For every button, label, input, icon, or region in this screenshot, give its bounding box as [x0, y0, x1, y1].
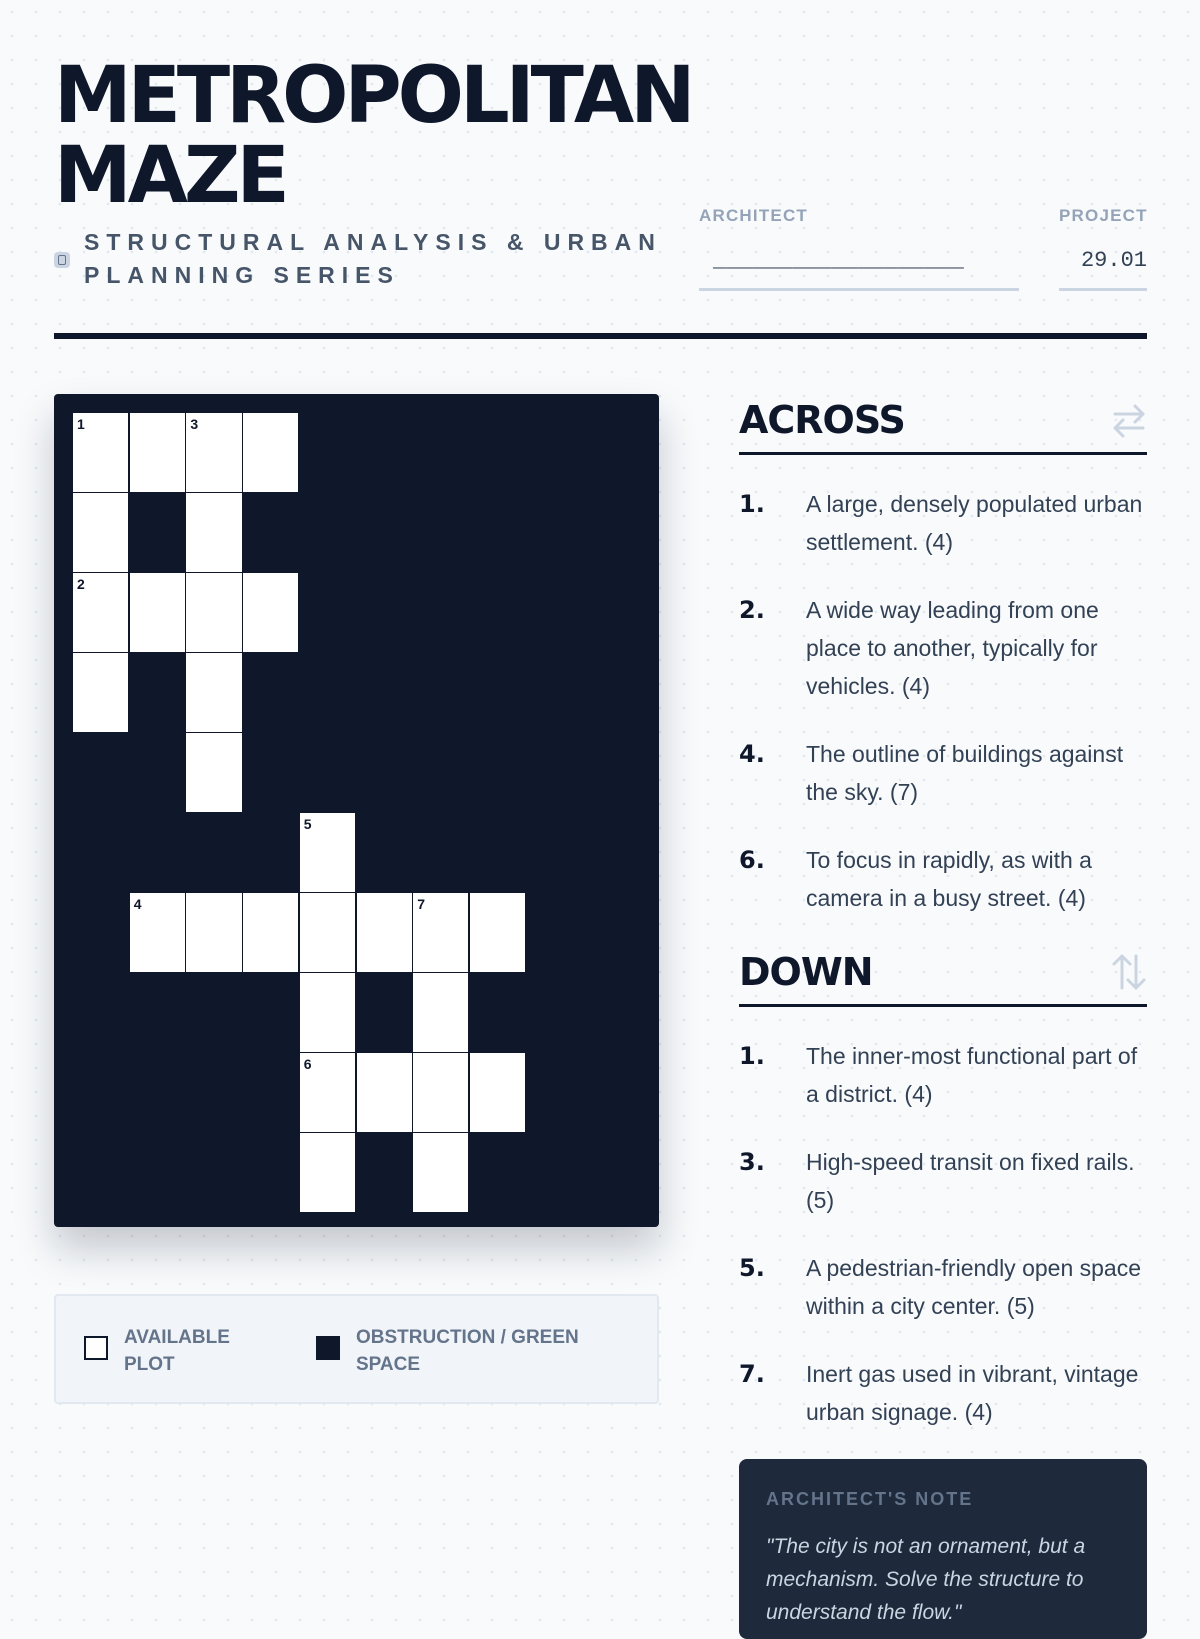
architect-field[interactable] [699, 206, 1019, 291]
clue-number: 1. [739, 490, 765, 518]
project-field [1059, 206, 1147, 291]
across-header [739, 396, 1147, 455]
down-clue[interactable] [739, 1143, 1147, 1219]
grid-cell[interactable] [470, 1053, 525, 1132]
clue-number: 6. [739, 846, 765, 874]
grid-cell[interactable] [186, 733, 241, 812]
clue-text: A wide way leading from one place to another, typically for vehicles. (4) [806, 597, 1099, 699]
grid-cell[interactable] [300, 1053, 355, 1132]
page-subtitle: STRUCTURAL ANALYSIS & URBAN PLANNING SERIES [84, 229, 662, 288]
across-clue-list [739, 485, 1147, 917]
clue-number: 5. [739, 1254, 765, 1282]
grid-cell[interactable] [73, 653, 128, 732]
across-clue[interactable] [739, 485, 1147, 561]
grid-cell[interactable] [186, 413, 241, 492]
clue-text: Inert gas used in vibrant, vintage urban signage. (4) [806, 1361, 1139, 1425]
clue-number: 7. [739, 1360, 765, 1388]
note-label: ARCHITECT'S NOTE [766, 1489, 974, 1509]
white-square-icon [84, 1336, 108, 1360]
swap-horizontal-icon [1111, 400, 1147, 440]
grid-cell[interactable] [413, 1133, 468, 1212]
across-title: ACROSS [739, 398, 905, 442]
grid-cell[interactable] [300, 973, 355, 1052]
architects-note [739, 1459, 1147, 1639]
grid-cell[interactable] [243, 893, 298, 972]
clue-text: High-speed transit on fixed rails. (5) [806, 1149, 1135, 1213]
swap-vertical-icon [1111, 952, 1147, 992]
grid-cell[interactable] [300, 813, 355, 892]
cell-number: 6 [303, 1056, 312, 1072]
across-clues [739, 396, 1147, 917]
clue-number: 4. [739, 740, 765, 768]
grid-cell[interactable] [130, 413, 185, 492]
clue-text: The inner-most functional part of a district. (4) [806, 1043, 1138, 1107]
puzzle-page [54, 0, 1148, 1624]
project-value: 29.01 [1059, 248, 1147, 291]
cell-number: 5 [303, 816, 312, 832]
cell-number: 3 [190, 416, 199, 432]
black-square-icon [316, 1336, 340, 1360]
grid-cell[interactable] [357, 893, 412, 972]
architect-label: ARCHITECT [699, 206, 809, 225]
across-clue[interactable] [739, 591, 1147, 705]
grid-cell[interactable] [73, 573, 128, 652]
clue-number: 2. [739, 596, 765, 624]
cell-number: 1 [77, 416, 85, 432]
grid-cell[interactable] [413, 973, 468, 1052]
grid-cell[interactable] [186, 573, 241, 652]
cell-number: 7 [417, 896, 425, 912]
clue-text: The outline of buildings against the sky. (7) [806, 741, 1124, 805]
grid-cell[interactable] [470, 893, 525, 972]
grid-cell[interactable] [300, 893, 355, 972]
clue-text: A pedestrian-friendly open space within a city center. (5) [806, 1255, 1141, 1319]
across-clue[interactable] [739, 841, 1147, 917]
grid-cell[interactable] [186, 653, 241, 732]
down-title: DOWN [739, 950, 873, 994]
down-clue-list [739, 1037, 1147, 1431]
grid-cell[interactable] [413, 1053, 468, 1132]
grid-cell[interactable] [130, 893, 185, 972]
cell-number: 2 [77, 576, 85, 592]
grid-cell[interactable] [357, 1053, 412, 1132]
page-title: METROPOLITAN MAZE [54, 51, 692, 221]
grid-cell[interactable] [186, 893, 241, 972]
crossword-grid [54, 394, 659, 1227]
down-header [739, 948, 1147, 1007]
building-icon [54, 252, 70, 268]
clue-text: A large, densely populated urban settlement. (4) [806, 491, 1143, 555]
note-quote: "The city is not an ornament, but a mechanism. Solve the structure to understand the flow." [766, 1535, 1086, 1624]
down-clue[interactable] [739, 1249, 1147, 1325]
grid-cell[interactable] [413, 893, 468, 972]
grid-cell[interactable] [243, 413, 298, 492]
legend-obstruction-label: OBSTRUCTION / GREEN SPACE [356, 1327, 579, 1375]
down-clue[interactable] [739, 1037, 1147, 1113]
down-clue[interactable] [739, 1355, 1147, 1431]
clue-text: To focus in rapidly, as with a camera in a busy street. (4) [806, 847, 1092, 911]
grid-cell[interactable] [243, 573, 298, 652]
cell-number: 4 [133, 896, 142, 912]
grid-cell[interactable] [300, 1133, 355, 1212]
clue-number: 1. [739, 1042, 765, 1070]
project-label: PROJECT [1059, 206, 1148, 225]
legend-available-label: AVAILABLE PLOT [124, 1327, 230, 1375]
subtitle-row [54, 226, 674, 292]
grid-cell[interactable] [73, 493, 128, 572]
grid-cell[interactable] [186, 493, 241, 572]
legend-obstruction [316, 1324, 616, 1378]
across-clue[interactable] [739, 735, 1147, 811]
down-clues [739, 948, 1147, 1431]
grid-cell[interactable] [73, 413, 128, 492]
grid-cell[interactable] [130, 573, 185, 652]
legend-available-plot [84, 1324, 254, 1378]
clue-number: 3. [739, 1148, 765, 1176]
architect-value[interactable]: ___________________ [699, 248, 1019, 291]
header-divider [54, 333, 1147, 339]
grid-legend [54, 1294, 659, 1404]
